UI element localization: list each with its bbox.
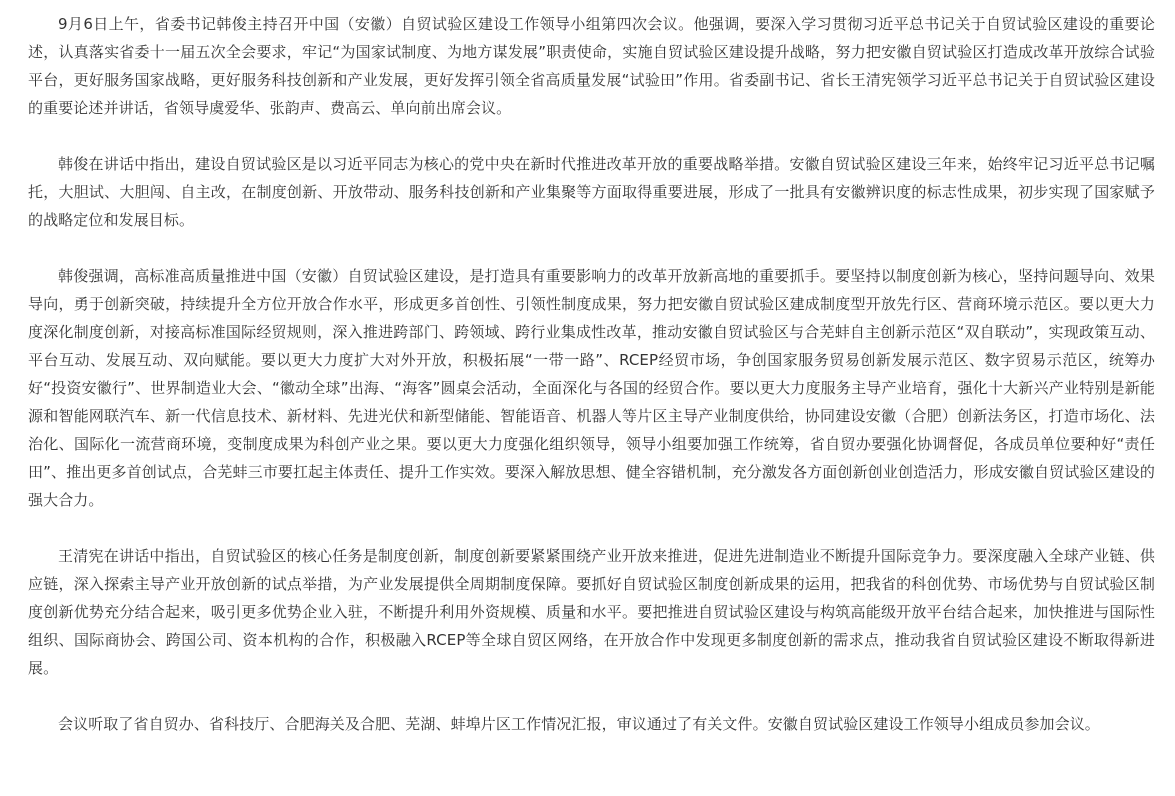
paragraph-meeting-conclusion: 会议听取了省自贸办、省科技厅、合肥海关及合肥、芜湖、蚌埠片区工作情况汇报，审议通过了有关文件。安徽自贸试验区建设工作领导小组成员参加会议。 (58, 715, 1100, 733)
paragraph-hanjun-emphasis: 韩俊强调，高标准高质量推进中国（安徽）自贸试验区建设，是打造具有重要影响力的改革开放新高地的重要抓手。要坚持以制度创新为核心，坚持问题导向、效果导向，勇于创新突破，持续提升全方位开放合作水平，形成更多首创性、引领性制度成果，努力把安徽自贸试验区建成制度型开放先行区、营商环境示范区。要以更大力度深化制度创新，对接高标准国际经贸规则，深入推进跨部门、跨领域、跨行业集成性改革，推动安徽自贸试验区与合芜蚌自主创新示范区“双自联动”，实现政策互动、平台互动、发展互动、双向赋能。要以更大力度扩大对外开放，积极拓展“一带一路”、RCEP经贸市场，争创国家服务贸易创新发展示范区、数字贸易示范区，统筹办好“投资安徽行”、世界制造业大会、“徽动全球”出海、“海客”圆桌会活动，全面深化与各国的经贸合作。要以更大力度服务主导产业培育，强化十大新兴产业特别是新能源和智能网联汽车、新一代信息技术、新材料、先进光伏和新型储能、智能语音、机器人等片区主导产业制度供给，协同建设安徽（合肥）创新法务区，打造市场化、法治化、国际化一流营商环境，变制度成果为科创产业之果。要以更大力度强化组织领导，领导小组要加强工作统筹，省自贸办要强化协调督促，各成员单位要种好“责任田”、推出更多首创试点，合芜蚌三市要扛起主体责任、提升工作实效。要深入解放思想、健全容错机制，充分激发各方面创新创业创造活力，形成安徽自贸试验区建设的强大合力。 (28, 267, 1155, 509)
paragraph-meeting-summary: 9月6日上午，省委书记韩俊主持召开中国（安徽）自贸试验区建设工作领导小组第四次会议。他强调，要深入学习贯彻习近平总书记关于自贸试验区建设的重要论述，认真落实省委十一届五次全会要求，牢记“为国家试制度、为地方谋发展”职责使命，实施自贸试验区建设提升战略，努力把安徽自贸试验区打造成改革开放综合试验平台，更好服务国家战略，更好服务科技创新和产业发展，更好发挥引领全省高质量发展“试验田”作用。省委副书记、省长王清宪领学习近平总书记关于自贸试验区建设的重要论述并讲话，省领导虞爱华、张韵声、费高云、单向前出席会议。 (28, 15, 1155, 117)
paragraph-hanjun-remarks: 韩俊在讲话中指出，建设自贸试验区是以习近平同志为核心的党中央在新时代推进改革开放的重要战略举措。安徽自贸试验区建设三年来，始终牢记习近平总书记嘱托，大胆试、大胆闯、自主改，在制度创新、开放带动、服务科技创新和产业集聚等方面取得重要进展，形成了一批具有安徽辨识度的标志性成果，初步实现了国家赋予的战略定位和发展目标。 (28, 155, 1155, 229)
paragraph-wangqingxian-remarks: 王清宪在讲话中指出，自贸试验区的核心任务是制度创新，制度创新要紧紧围绕产业开放来推进，促进先进制造业不断提升国际竞争力。要深度融入全球产业链、供应链，深入探索主导产业开放创新的试点举措，为产业发展提供全周期制度保障。要抓好自贸试验区制度创新成果的运用，把我省的科创优势、市场优势与自贸试验区制度创新优势充分结合起来，吸引更多优势企业入驻，不断提升利用外资规模、质量和水平。要把推进自贸试验区建设与构筑高能级开放平台结合起来，加快推进与国际性组织、国际商协会、跨国公司、资本机构的合作，积极融入RCEP等全球自贸区网络，在开放合作中发现更多制度创新的需求点，推动我省自贸试验区建设不断取得新进展。 (28, 547, 1155, 677)
